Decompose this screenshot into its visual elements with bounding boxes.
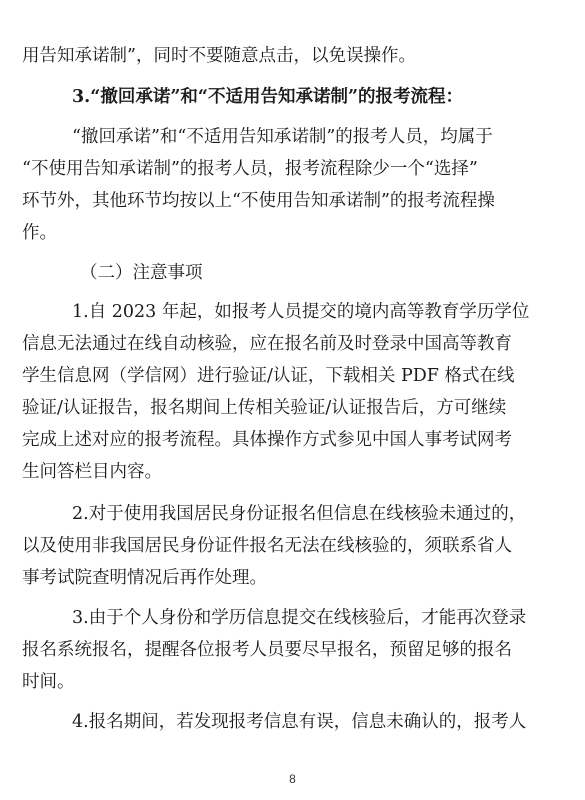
text-line: 作。	[22, 223, 57, 243]
text-line: “不使用告知承诺制”的报考人员，报考流程除少一个“选择”	[22, 159, 478, 179]
text-line: 信息无法通过在线自动核验，应在报名前及时登录中国高等教育	[22, 334, 512, 354]
text-line: 以及使用非我国居民身份证件报名无法在线核验的，须联系省人	[22, 536, 512, 556]
text-line: 生问答栏目内容。	[22, 462, 162, 482]
text-line: 3.由于个人身份和学历信息提交在线核验后，才能再次登录	[72, 608, 527, 628]
subsection-heading: （二）注意事项	[80, 263, 203, 283]
text-line: 事考试院查明情况后再作处理。	[22, 568, 267, 588]
text-line: 2.对于使用我国居民身份证报名但信息在线核验未通过的，	[72, 504, 527, 524]
text-line: 报名系统报名，提醒各位报考人员要尽早报名，预留足够的报名	[22, 640, 512, 660]
text-line: 学生信息网（学信网）进行验证/认证，下载相关 PDF 格式在线	[22, 366, 515, 386]
text-line: 验证/认证报告，报名期间上传相关验证/认证报告后，方可继续	[22, 398, 507, 418]
text-line: 环节外，其他环节均按以上“不使用告知承诺制”的报考流程操	[22, 191, 495, 211]
text-line: 1.自 2023 年起，如报考人员提交的境内高等教育学历学位	[72, 302, 530, 322]
text-line: “撤回承诺”和“不适用告知承诺制”的报考人员，均属于	[72, 127, 493, 147]
section-heading: 3.“撤回承诺”和“不适用告知承诺制”的报考流程：	[72, 87, 464, 107]
text-line: 4.报名期间，若发现报考信息有误，信息未确认的，报考人	[72, 712, 527, 732]
text-line: 用告知承诺制”，同时不要随意点击，以免误操作。	[22, 46, 416, 66]
text-line: 完成上述对应的报考流程。具体操作方式参见中国人事考试网考	[22, 430, 512, 450]
text-line: 时间。	[22, 672, 75, 692]
page-number: 8	[289, 772, 296, 786]
